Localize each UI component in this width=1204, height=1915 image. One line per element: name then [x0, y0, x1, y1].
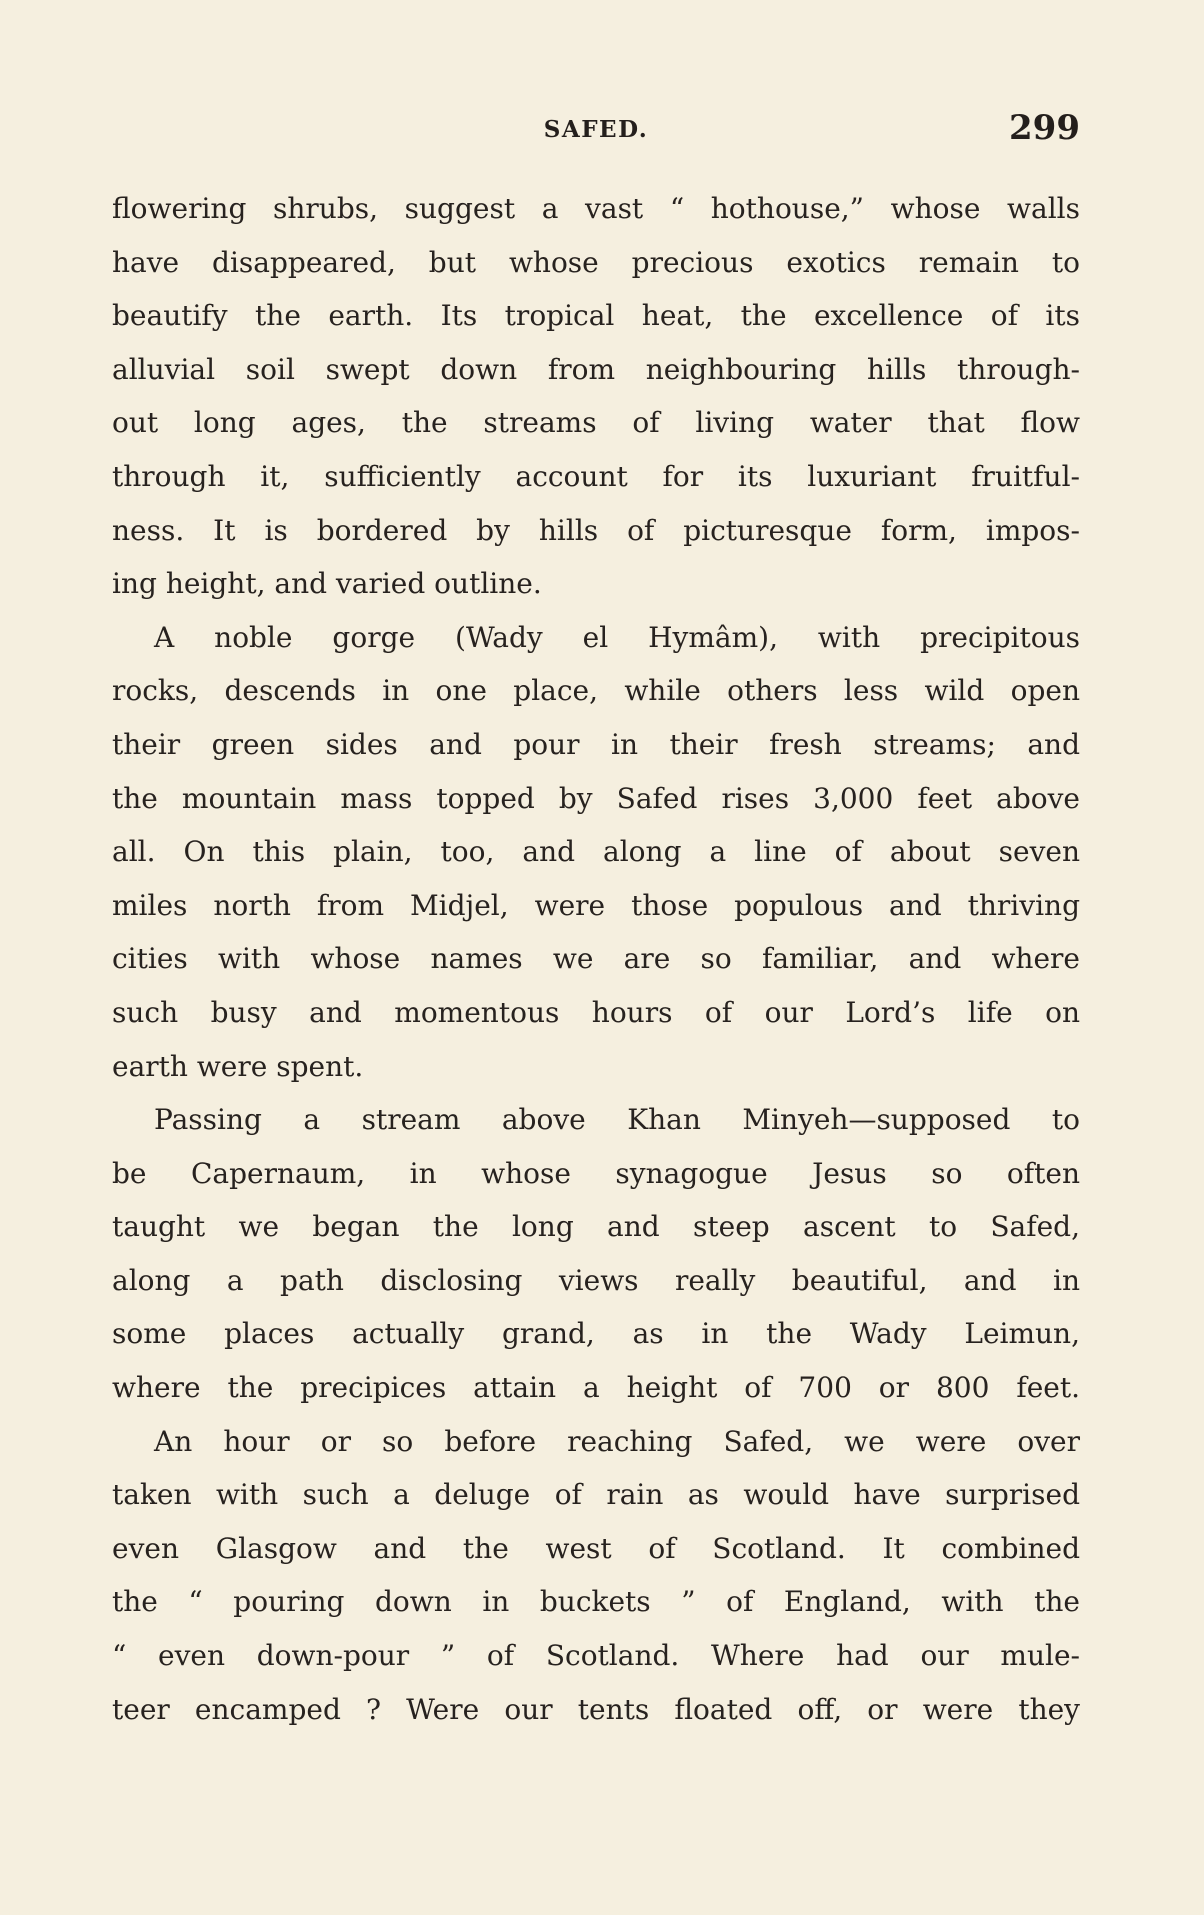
text-line: teer encamped ? Were our tents floated off, or were they	[112, 1692, 1080, 1726]
text-line: some places actually grand, as in the Wady Leimun,	[112, 1317, 1080, 1351]
paragraph-start-line: Passing a stream above Khan Minyeh—supposed to	[154, 1103, 1080, 1137]
text-line: all. On this plain, too, and along a line of about seven	[112, 835, 1080, 869]
text-line: earth were spent.	[112, 1049, 364, 1083]
body-text	[112, 182, 1080, 1736]
text-line: miles north from Midjel, were those populous and thriving	[112, 888, 1080, 922]
text-line: be Capernaum, in whose synagogue Jesus so often	[112, 1156, 1080, 1190]
text-line: cities with whose names we are so familiar, and where	[112, 942, 1080, 976]
text-line: out long ages, the streams of living water that flow	[112, 406, 1080, 440]
text-line: their green sides and pour in their fresh streams; and	[112, 727, 1080, 761]
text-line: ing height, and varied outline.	[112, 567, 542, 601]
paragraph-start-line: An hour or so before reaching Safed, we were over	[154, 1424, 1080, 1458]
running-title: SAFED.	[543, 116, 649, 143]
text-line: taken with such a deluge of rain as would have surprised	[112, 1478, 1080, 1512]
text-line: rocks, descends in one place, while others less wild open	[112, 674, 1080, 708]
text-line: the mountain mass topped by Safed rises 3,000 feet above	[112, 781, 1080, 815]
text-line: ness. It is bordered by hills of picturesque form, impos-	[112, 513, 1080, 547]
running-head	[112, 108, 1080, 160]
text-line: such busy and momentous hours of our Lord’s life on	[112, 995, 1080, 1029]
page-number: 299	[1009, 108, 1080, 148]
text-line: along a path disclosing views really beautiful, and in	[112, 1263, 1080, 1297]
text-line: alluvial soil swept down from neighbouring hills through-	[112, 352, 1080, 386]
text-line: flowering shrubs, suggest a vast “ hothouse,” whose walls	[112, 192, 1080, 225]
paragraph-start-line: A noble gorge (Wady el Hymâm), with precipitous	[154, 620, 1080, 654]
text-line: beautify the earth. Its tropical heat, the excellence of its	[112, 299, 1080, 333]
text-line: where the precipices attain a height of 700 or 800 feet.	[112, 1371, 1080, 1405]
text-line: “ even down-pour ” of Scotland. Where had our mule-	[112, 1639, 1080, 1673]
text-line: have disappeared, but whose precious exotics remain to	[112, 245, 1080, 279]
text-line: the “ pouring down in buckets ” of England, with the	[112, 1585, 1080, 1619]
text-line: even Glasgow and the west of Scotland. It combined	[112, 1531, 1080, 1565]
text-line: through it, sufficiently account for its luxuriant fruitful-	[112, 459, 1080, 493]
text-line: taught we began the long and steep ascent to Safed,	[112, 1210, 1080, 1244]
